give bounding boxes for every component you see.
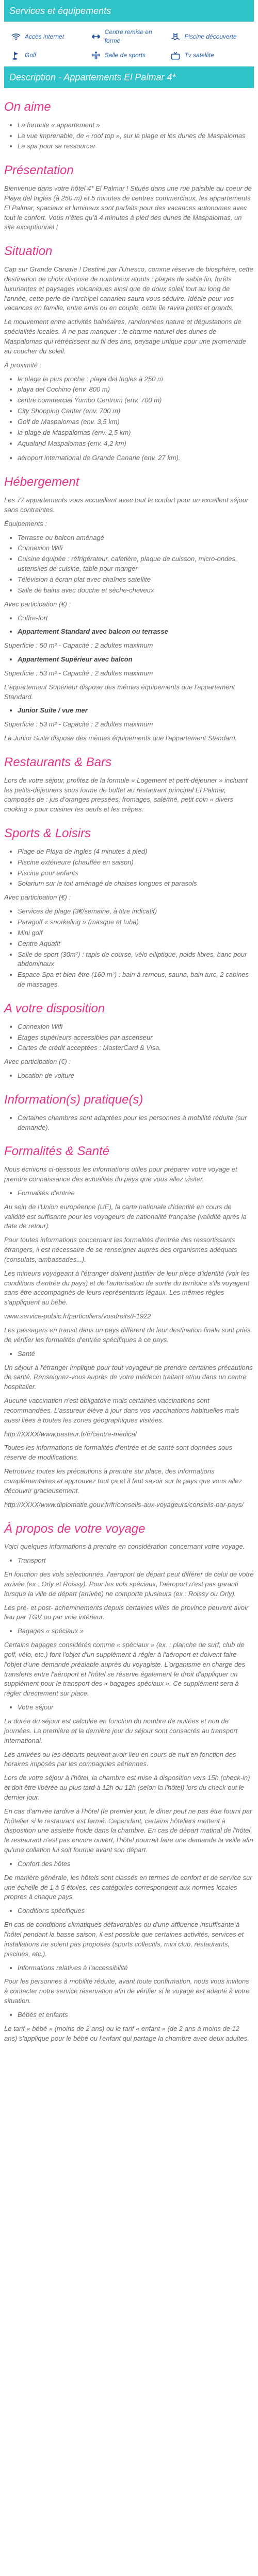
list-item: • City Shopping Center (env. 700 m) [18, 406, 254, 416]
sante-link[interactable]: http://XXXX/www.diplomatie.gouv.fr/fr/conseils-aux-voyageurs/conseils-par-pays/ [4, 1500, 244, 1509]
list-item: • Connexion Wifi [18, 1022, 254, 1032]
services-banner: Services et équipements [4, 0, 254, 22]
list-item: • Piscine extérieure (chauffée en saison) [18, 858, 254, 868]
apropos-text: En cas de conditions climatiques défavorables ou d'une affluence insuffisante à l'hôtel pendant la basse saison, il est possible que certaines activités, services et installations ne soient pas proposés (sports collectifs, mini club, restaurants, piscines, etc.). [4, 1921, 244, 1958]
formalites-text: Les mineurs voyageant à l'étranger doivent justifier de leur pièce d'identité (voir les conditions d'entrée du pays) et de l'autorisation de sortie du territoire s'ils voyagent sans être accompagnés de leurs représentants légaux. Les mêmes règles s'appliquent au bébé. [4, 1269, 250, 1307]
presentation-text: Bienvenue dans votre hôtel 4* El Palmar ! Situés dans une rue paisible au coeur de Playa del Inglés (à 250 m) et 5 minutes de centres commerciaux, les appartements El Palmar, spacieux et lumineux sont parfaits pour des vacances autonomes avec tout le confort. Vous n'êtes qu'à 4 minutes à pied des dunes de Maspalomas, un site exceptionnel ! [4, 184, 252, 231]
restaurants-text: Lors de votre séjour, profitez de la formule « Logement et petit-déjeuner » incluant les petits-déjeuners sous forme de buffet au restaurant principal El Palmar, composés de : jus d'oranges pressées, fromages, salé/thé, petit coin « divers cooking » pour cuisiner les oeufs et les crêpes. [4, 776, 248, 814]
service-item [171, 28, 247, 46]
formalites-link[interactable]: www.service-public.fr/particuliers/vosdroits/F1922 [4, 1312, 151, 1320]
list-item: • Coffre-fort [18, 614, 254, 623]
list-item: • Salle de bains avec douche et sèche-cheveux [18, 586, 254, 596]
service-item [91, 51, 167, 60]
section-title-sports: Sports & Loisirs [4, 826, 91, 841]
list-item: • La formule « appartement » [18, 121, 254, 130]
sports-list [4, 847, 254, 889]
sante-text: Toutes les informations de formalités d'entrée et de santé sont données sous réserve de modifications. [4, 1444, 233, 1462]
apropos-text: En cas d'arrivée tardive à l'hôtel (le premier jour, le dîner peut ne pas être fourni par l'hôtelier si le restaurant est fermé. Cependant, certains hôteliers mettent à disposition une assiette froide dans la chambre. En cas de départ matinal de l'hôtel, le restaurant n'est pas encore ouvert, l'hôtel pourrait faire une demande la veille afin qu'une collation lui soit fournie avant son départ. [4, 1807, 253, 1854]
room-size: Superficie : 50 m² - Capacité : 2 adultes maximum [4, 641, 153, 650]
list-item: • La vue imprenable, de « roof top », sur la plage et les dunes de Maspalomas [18, 131, 254, 141]
section-title-restaurants: Restaurants & Bars [4, 755, 112, 769]
service-label: Centre remise en forme [104, 28, 152, 45]
service-item [11, 28, 87, 46]
apropos-text: Pour les personnes à mobilité réduite, avant toute confirmation, nous vous invitons à contacter notre service réservation afin de vérifier si le voyage est adapté à votre situation. [4, 1977, 250, 2005]
list-item: • Aqualand Maspalomas (env. 4,2 km) [18, 439, 254, 449]
list-item: • Services de plage (3€/semaine, à titre indicatif) [18, 907, 254, 917]
situation-label: À proximité : [4, 361, 42, 369]
participation-label: Avec participation (€) : [4, 600, 71, 608]
satellite-tv-icon [171, 51, 180, 60]
service-label: Piscine découverte [184, 32, 237, 40]
subsection-head: • Informations relatives à l'accessibilité [18, 1963, 254, 1973]
list-item: • Paragolf « snorkeling » (masque et tuba) [18, 918, 254, 927]
section-title-presentation: Présentation [4, 163, 74, 178]
list-item: • Mini golf [18, 928, 254, 938]
gym-icon [91, 51, 101, 60]
section-title-apropos: À propos de votre voyage [4, 1521, 146, 1536]
room-list [4, 627, 254, 637]
subsection-head: • Conditions spécifiques [18, 1906, 254, 1916]
room-desc: L'appartement Supérieur dispose des mêmes équipements que l'appartement Standard. [4, 683, 235, 701]
apropos-head [4, 1703, 254, 1713]
subsection-head: • Santé [18, 1349, 254, 1359]
list-item: • Terrasse ou balcon aménagé [18, 533, 254, 543]
list-item: • Cartes de crédit acceptées : MasterCard & Visa. [18, 1043, 254, 1053]
apropos-head [4, 1626, 254, 1636]
participation-list [4, 614, 254, 623]
subsection-head: • Confort des hôtes [18, 1859, 254, 1869]
list-item: • Piscine pour enfants [18, 869, 254, 878]
equipements-list [4, 533, 254, 596]
room-desc: La Junior Suite dispose des mêmes équipements que l'appartement Standard. [4, 734, 237, 742]
section-title-formalites: Formalités & Santé [4, 1144, 110, 1159]
list-item: • Solarium sur le toit aménagé de chaises longues et parasols [18, 879, 254, 889]
list-item: • Centre Aquafit [18, 939, 254, 949]
sports-participation-list [4, 907, 254, 990]
participation-label: Avec participation (€) : [4, 893, 71, 902]
service-item [91, 28, 167, 46]
apropos-head [4, 1906, 254, 1916]
disposition-participation-list [4, 1071, 254, 1081]
list-item: • playa del Cochino (env. 800 m) [18, 385, 254, 395]
apropos-text: En fonction des vols sélectionnés, l'aéroport de départ peut différer de celui de votre arrivée (ex : Orly et Roissy). Pour les vols spéciaux, l'aéroport n'est pas garanti lorsque la ville de départ (arrivée) ne comporte plusieurs (ex : Roissy ou Orly). [4, 1570, 254, 1598]
section-title-situation: Situation [4, 244, 53, 259]
room-size: Superficie : 53 m² - Capacité : 2 adultes maximum [4, 720, 153, 728]
list-item: • Cuisine équipée : réfrigérateur, cafetière, plaque de cuisson, micro-ondes, ustensiles de cuisine, table pour manger [18, 554, 254, 574]
hebergement-intro: Les 77 appartements vous accueillent avec tout le confort pour un excellent séjour sans contraintes. [4, 496, 249, 514]
participation-label: Avec participation (€) : [4, 1058, 71, 1066]
sante-text: Aucune vaccination n'est obligatoire mais certaines vaccinations sont recommandées. L'assureur élève à jour dans vos vaccinations habituelles mais aussi liées à toutes les zones géographiques visitées. [4, 1397, 239, 1424]
services-grid [4, 26, 254, 62]
room-name: • Appartement Standard avec balcon ou terrasse [18, 627, 254, 637]
apropos-head [4, 1556, 254, 1566]
apropos-head [4, 2010, 254, 2020]
aime-list [4, 121, 254, 152]
list-item: • la plage de Maspalomas (env. 2,5 km) [18, 428, 254, 438]
subsection-head: • Votre séjour [18, 1703, 254, 1713]
room-list [4, 655, 254, 665]
section-title-disposition: A votre disposition [4, 1001, 105, 1015]
list-item: • aéroport international de Grande Canarie (env. 27 km). [18, 453, 254, 463]
sante-head [4, 1349, 254, 1359]
service-label: Golf [25, 52, 37, 59]
apropos-text: La durée du séjour est calculée en fonction du nombre de nuitées et non de journées. La première et la dernière jour du séjour sont consacrés au transport international. [4, 1717, 238, 1744]
dumbbell-icon [91, 32, 101, 41]
situation-text: Cap sur Grande Canarie ! Destiné par l'Unesco, comme réserve de biosphère, cette destination de choix dispose de nombreux atouts : plages de sable fin, forêts luxuriantes et paysages volcaniques ainsi que de doux soleil tout au long de l'année, cette perle de l'archipel canarien saura vous séduire. Idéale pour vos vacances en famille, entre amis ou en couple, cette île ravira petits et grands. [4, 265, 253, 312]
formalites-text: Pour toutes informations concernant les formalités d'entrée des ressortissants étrangers, il est nécessaire de se renseigner auprès des organismes adéquats (consulats, ambassades...). [4, 1236, 237, 1263]
list-item: • Le spa pour se ressourcer [18, 142, 254, 151]
situation-text: Le mouvement entre activités balnéaires, randonnées nature et dégustations de spécialités locales. À ne pas manquer : le charme naturel des dunes de Maspalomas qui rétrécissent au fil des ans, paysage unique pour une promenade au coucher du soleil. [4, 318, 247, 355]
sante-link[interactable]: http://XXXX/www.pasteur.fr/fr/centre-medical [4, 1430, 137, 1438]
list-item: • Espace Spa et bien-être (160 m²) : bain à remous, sauna, bain turc, 2 cabines de massages. [18, 970, 254, 990]
list-item: • Connexion Wifi [18, 544, 254, 553]
service-item [11, 51, 87, 60]
room-name: • Appartement Supérieur avec balcon [18, 655, 254, 665]
list-item: • Étages supérieurs accessibles par ascenseur [18, 1033, 254, 1043]
section-title-aime: On aime [4, 99, 51, 114]
subsection-head: • Bagages « spéciaux » [18, 1626, 254, 1636]
golf-flag-icon [11, 51, 21, 60]
apropos-text: Le tarif « bébé » (moins de 2 ans) ou le tarif « enfant » (de 2 ans à moins de 12 ans) s'applique pour le bébé ou l'enfant qui partage la chambre avec deux adultes. [4, 2024, 249, 2042]
description-banner: Description - Appartements El Palmar 4* [4, 66, 254, 88]
list-item: • Plage de Playa de Ingles (4 minutes à pied) [18, 847, 254, 857]
info-list [4, 1113, 254, 1133]
formalites-text: Au sein de l'Union européenne (UE), la carte nationale d'identité en cours de validité est suffisante pour les voyageurs de nationalité française (validité après la date de retour). [4, 1202, 247, 1230]
subsection-head: • Bébés et enfants [18, 2010, 254, 2020]
situation-list [4, 375, 254, 464]
list-item: • Golf de Maspalomas (env. 3,5 km) [18, 417, 254, 427]
service-label: Salle de sports [104, 52, 146, 59]
formalites-head [4, 1189, 254, 1198]
formalites-intro: Nous écrivons ci-dessous les informations utiles pour préparer votre voyage et prendre connaissance des actualités du pays que vous allez visiter. [4, 1165, 237, 1183]
list-item: • la plage la plus proche : playa del Ingles à 250 m [18, 375, 254, 384]
list-item: • Salle de sport (30m²) : tapis de course, vélo elliptique, poids libres, banc pour abdominaux [18, 950, 254, 970]
apropos-head [4, 1859, 254, 1869]
service-label: Accès internet [25, 32, 64, 40]
section-title-hebergement: Hébergement [4, 475, 79, 489]
service-label: Tv satellite [184, 52, 214, 59]
list-item: • Location de voiture [18, 1071, 254, 1081]
apropos-head [4, 1963, 254, 1973]
service-item [171, 51, 247, 60]
pool-icon [171, 32, 180, 41]
list-item: • Certaines chambres sont adaptées pour les personnes à mobilité réduite (sur demande). [18, 1113, 254, 1133]
apropos-text: Les arrivées ou les départs peuvent avoir lieu en cours de nuit en fonction des horaires imposés par les compagnies aériennes. [4, 1750, 236, 1768]
sante-text: Un séjour à l'étranger implique pour tout voyageur de prendre certaines précautions de santé. Renseignez-vous auprès de votre médecin traitant et/ou dans un centre hospitalier. [4, 1363, 253, 1391]
list-item: • centre commercial Yumbo Centrum (env. 700 m) [18, 396, 254, 405]
formalites-text: Les passagers en transit dans un pays diffèrent de leur destination finale sont priés de vérifier les formalités d'entrée spécifiques à ce pays. [4, 1326, 251, 1344]
apropos-text: Les pré- et post- acheminements depuis certaines villes de province peuvent avoir lieu par TGV ou par voie intérieur. [4, 1603, 249, 1621]
sante-text: Retrouvez toutes les précautions à prendre sur place, des informations complémentaires et approuvez tout ça et il faut savoir sur le pays que vous allez découvrir gracieusement. [4, 1467, 243, 1495]
equipements-label: Équipements : [4, 519, 47, 528]
subsection-head: • Transport [18, 1556, 254, 1566]
wifi-icon [11, 32, 21, 41]
subsection-head: • Formalités d'entrée [18, 1189, 254, 1198]
apropos-text: De manière générale, les hôtels sont classés en termes de confort et de service sur une échelle de 1 à 5 étoiles. ces catégories correspondent aux normes locales propres à chaque pays. [4, 1873, 252, 1901]
room-size: Superficie : 53 m² - Capacité : 2 adultes maximum [4, 669, 153, 677]
list-item: • Télévision à écran plat avec chaînes satellite [18, 575, 254, 585]
apropos-text: Certains bagages considérés comme « spéciaux » (ex. : planche de surf, club de golf, vélo, etc.) font l'objet d'un supplément à régler à l'aéroport et doivent faire l'objet d'une demande préalable auprès du voyagiste. L'organisme en charge des transferts entre l'aéroport et l'hôtel se réserve également le droit d'appliquer un supplément pour le transport des « bagages spéciaux ». Ce supplément sera à régler directement sur place. [4, 1641, 246, 1698]
room-name: • Junior Suite / vue mer [18, 706, 254, 716]
section-title-info: Information(s) pratique(s) [4, 1092, 143, 1107]
apropos-text: Lors de votre séjour à l'hôtel, la chambre est mise à disposition vers 15h (check-in) et doit être libérée au plus tard à 12h ou 12h (selon la l'hôtel) lors du check out le dernier jour. [4, 1774, 250, 1801]
disposition-list [4, 1022, 254, 1054]
room-list [4, 706, 254, 716]
apropos-intro: Voici quelques informations à prendre en considération concernant votre voyage. [4, 1543, 245, 1551]
